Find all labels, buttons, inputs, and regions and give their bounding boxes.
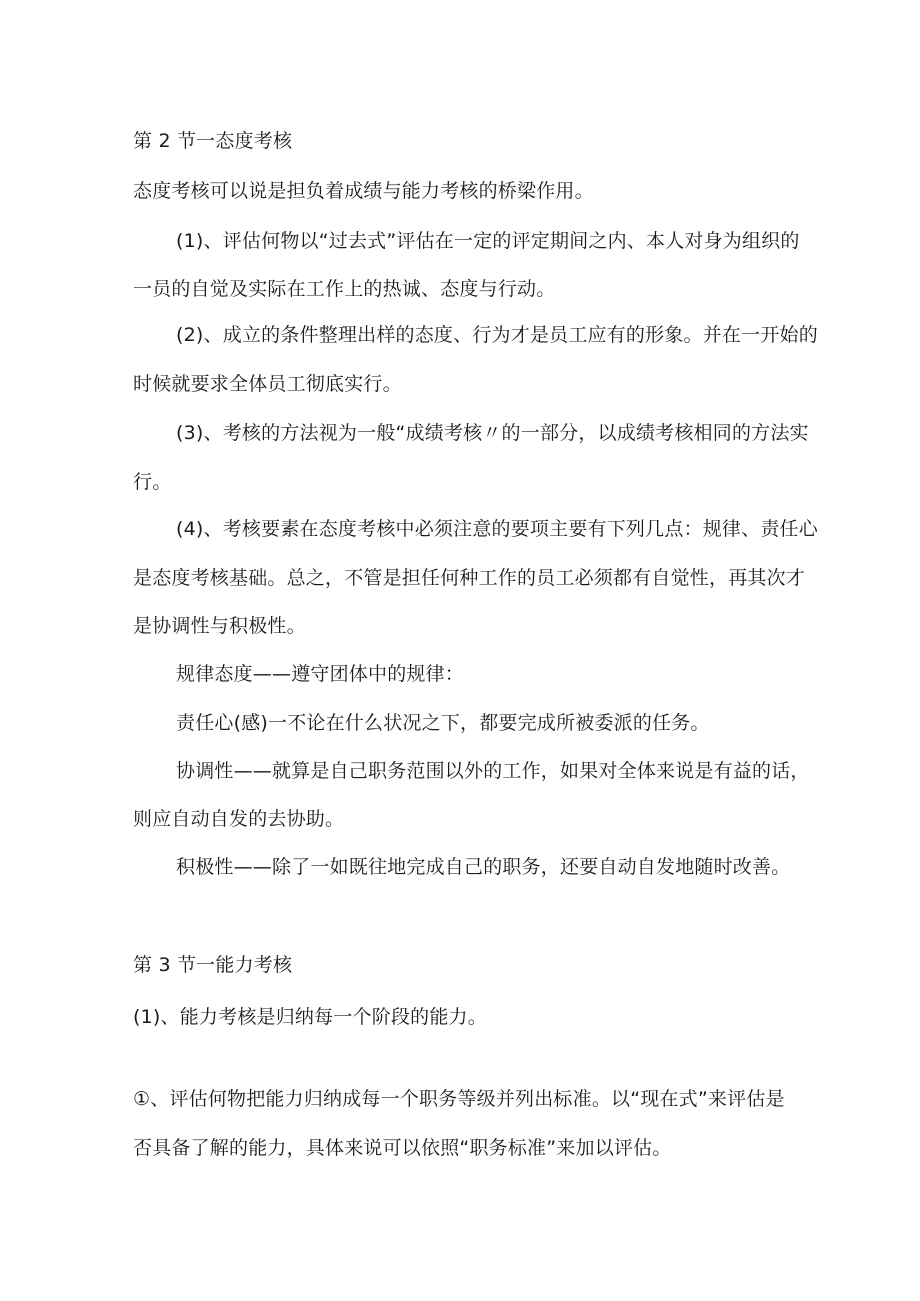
section-3-sub-1-line-2: 否具备了解的能力，具体来说可以依照“职务标准”来加以评估。 [133, 1137, 672, 1159]
item-4-line-2: 是态度考核基础。总之，不管是担任何种工作的员工必须都有自觉性，再其次才 [133, 567, 806, 589]
definition-cooperation-line-1: 协调性——就算是自己职务范围以外的工作，如果对全体来说是有益的话， [176, 760, 810, 782]
section-2-intro: 态度考核可以说是担负着成绩与能力考核的桥梁作用。 [133, 180, 594, 202]
item-1-line-2: 一员的自觉及实际在工作上的热诚、态度与行动。 [133, 278, 556, 300]
section-3-heading: 第 3 节一能力考核 [133, 954, 293, 976]
section-2-heading: 第 2 节一态度考核 [133, 130, 293, 152]
definition-discipline: 规律态度——遵守团体中的规律： [176, 663, 465, 685]
section-3-sub-1-line-1: ①、评估何物把能力归纳成每一个职务等级并列出标准。以“现在式”来评估是 [133, 1088, 785, 1110]
item-1-line-1: (1)、评估何物以“过去式”评估在一定的评定期间之内、本人对身为组织的 [176, 230, 800, 252]
item-4-line-3: 是协调性与积极性。 [133, 615, 306, 637]
item-2-line-1: (2)、成立的条件整理出样的态度、行为才是员工应有的形象。并在一开始的 [176, 324, 818, 346]
definition-initiative: 积极性——除了一如既往地完成自己的职务，还要自动自发地随时改善。 [176, 856, 791, 878]
definition-cooperation-line-2: 则应自动自发的去协助。 [133, 808, 345, 830]
item-2-line-2: 时候就要求全体员工彻底实行。 [133, 373, 402, 395]
section-3-item-1: (1)、能力考核是归纳每一个阶段的能力。 [133, 1006, 487, 1028]
item-4-line-1: (4)、考核要素在态度考核中必须注意的要项主要有下列几点：规律、责任心 [176, 518, 818, 540]
item-3-line-1: (3)、考核的方法视为一般“成绩考核〃的一部分，以成绩考核相同的方法实 [176, 422, 809, 444]
item-3-line-2: 行。 [133, 471, 172, 493]
definition-responsibility: 责任心(感)一不论在什么状况之下，都要完成所被委派的任务。 [176, 712, 710, 734]
